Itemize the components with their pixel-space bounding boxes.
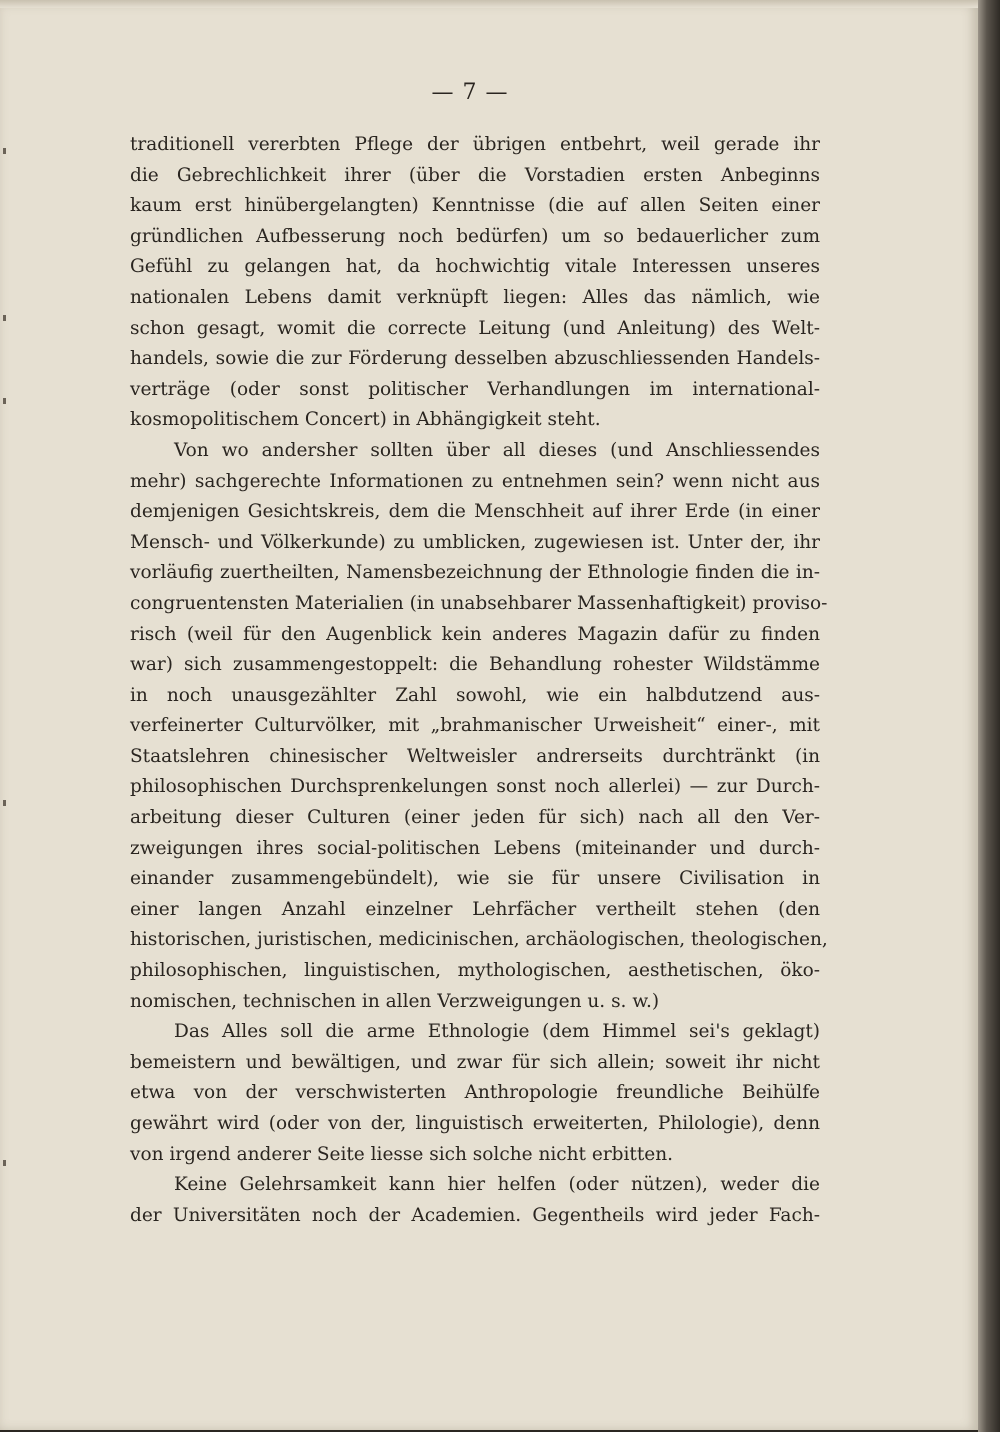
text-line: gründlichen Aufbesserung noch bedürfen) um so bedauerlicher zum bbox=[130, 225, 820, 247]
text-line: Das Alles soll die arme Ethnologie (dem Himmel sei's geklagt) bbox=[174, 1021, 820, 1043]
text-line: verträge (oder sonst politischer Verhandlungen im international- bbox=[130, 378, 820, 400]
text-line: bemeistern und bewältigen, und zwar für sich allein; soweit ihr nicht bbox=[130, 1051, 820, 1073]
text-line: in noch unausgezählter Zahl sowohl, wie ein halbdutzend aus- bbox=[130, 684, 820, 706]
text-line: nationalen Lebens damit verknüpft liegen: Alles das nämlich, wie bbox=[130, 286, 820, 308]
text-line: arbeitung dieser Culturen (einer jeden für sich) nach all den Ver- bbox=[130, 807, 820, 829]
page-top-edge bbox=[0, 0, 978, 8]
body-text bbox=[130, 130, 828, 1231]
text-line: handels, sowie die zur Förderung desselben abzuschliessenden Handels- bbox=[130, 348, 820, 370]
text-line: der Universitäten noch der Academien. Gegentheils wird jeder Fach- bbox=[130, 1204, 820, 1226]
page-edge bbox=[978, 0, 1000, 1432]
text-line: einander zusammengebündelt), wie sie für unsere Civilisation in bbox=[130, 868, 820, 890]
gutter-mark bbox=[3, 1160, 6, 1166]
text-line: philosophischen, linguistischen, mythologischen, aesthetischen, öko- bbox=[130, 960, 820, 982]
text-line: mehr) sachgerechte Informationen zu entnehmen sein? wenn nicht aus bbox=[130, 470, 820, 492]
text-line: Von wo andersher sollten über all dieses (und Anschliessendes bbox=[174, 439, 820, 461]
text-line: nomischen, technischen in allen Verzweigungen u. s. w.) bbox=[130, 990, 660, 1012]
text-line: schon gesagt, womit die correcte Leitung (und Anleitung) des Welt- bbox=[130, 317, 820, 339]
text-line: war) sich zusammengestoppelt: die Behandlung rohester Wildstämme bbox=[130, 654, 820, 676]
text-line: risch (weil für den Augenblick kein anderes Magazin dafür zu finden bbox=[130, 623, 820, 645]
gutter-mark bbox=[3, 148, 6, 154]
text-line: verfeinerter Culturvölker, mit „brahmanischer Urweisheit“ einer-, mit bbox=[130, 715, 820, 737]
text-line: philosophischen Durchsprenkelungen sonst noch allerlei) — zur Durch- bbox=[130, 776, 820, 798]
text-line: Keine Gelehrsamkeit kann hier helfen (oder nützen), weder die bbox=[174, 1174, 820, 1196]
text-line: etwa von der verschwisterten Anthropologie freundliche Beihülfe bbox=[130, 1082, 820, 1104]
text-line: einer langen Anzahl einzelner Lehrfächer vertheilt stehen (den bbox=[130, 898, 820, 920]
text-line: historischen, juristischen, medicinischen, archäologischen, theologischen, bbox=[130, 929, 828, 951]
text-line: vorläufig zuertheilten, Namensbezeichnung der Ethnologie finden die in- bbox=[130, 562, 820, 584]
text-line: zweigungen ihres social-politischen Lebens (miteinander und durch- bbox=[130, 837, 820, 859]
text-line: demjenigen Gesichtskreis, dem die Menschheit auf ihrer Erde (in einer bbox=[130, 501, 820, 523]
text-line: congruentensten Materialien (in unabsehbarer Massenhaftigkeit) proviso- bbox=[130, 592, 828, 614]
text-line: gewährt wird (oder von der, linguistisch erweiterten, Philologie), denn bbox=[130, 1113, 820, 1134]
text-line: Staatslehren chinesischer Weltweisler andrerseits durchtränkt (in bbox=[130, 745, 820, 767]
text-line: von irgend anderer Seite liesse sich solche nicht erbitten. bbox=[130, 1143, 674, 1165]
gutter-mark bbox=[3, 398, 6, 404]
text-line: traditionell vererbten Pflege der übrigen entbehrt, weil gerade ihr bbox=[130, 134, 820, 155]
page-number: — 7 — bbox=[431, 80, 509, 105]
text-line: Gefühl zu gelangen hat, da hochwichtig vitale Interessen unseres bbox=[130, 256, 820, 278]
gutter-mark bbox=[3, 800, 6, 806]
text-line: die Gebrechlichkeit ihrer (über die Vorstadien ersten Anbeginns bbox=[130, 164, 820, 186]
text-line: kosmopolitischem Concert) in Abhängigkeit steht. bbox=[130, 409, 601, 431]
text-line: Mensch- und Völkerkunde) zu umblicken, zugewiesen ist. Unter der, ihr bbox=[130, 531, 820, 553]
text-line: kaum erst hinübergelangten) Kenntnisse (die auf allen Seiten einer bbox=[130, 195, 820, 217]
gutter-mark bbox=[3, 315, 6, 321]
